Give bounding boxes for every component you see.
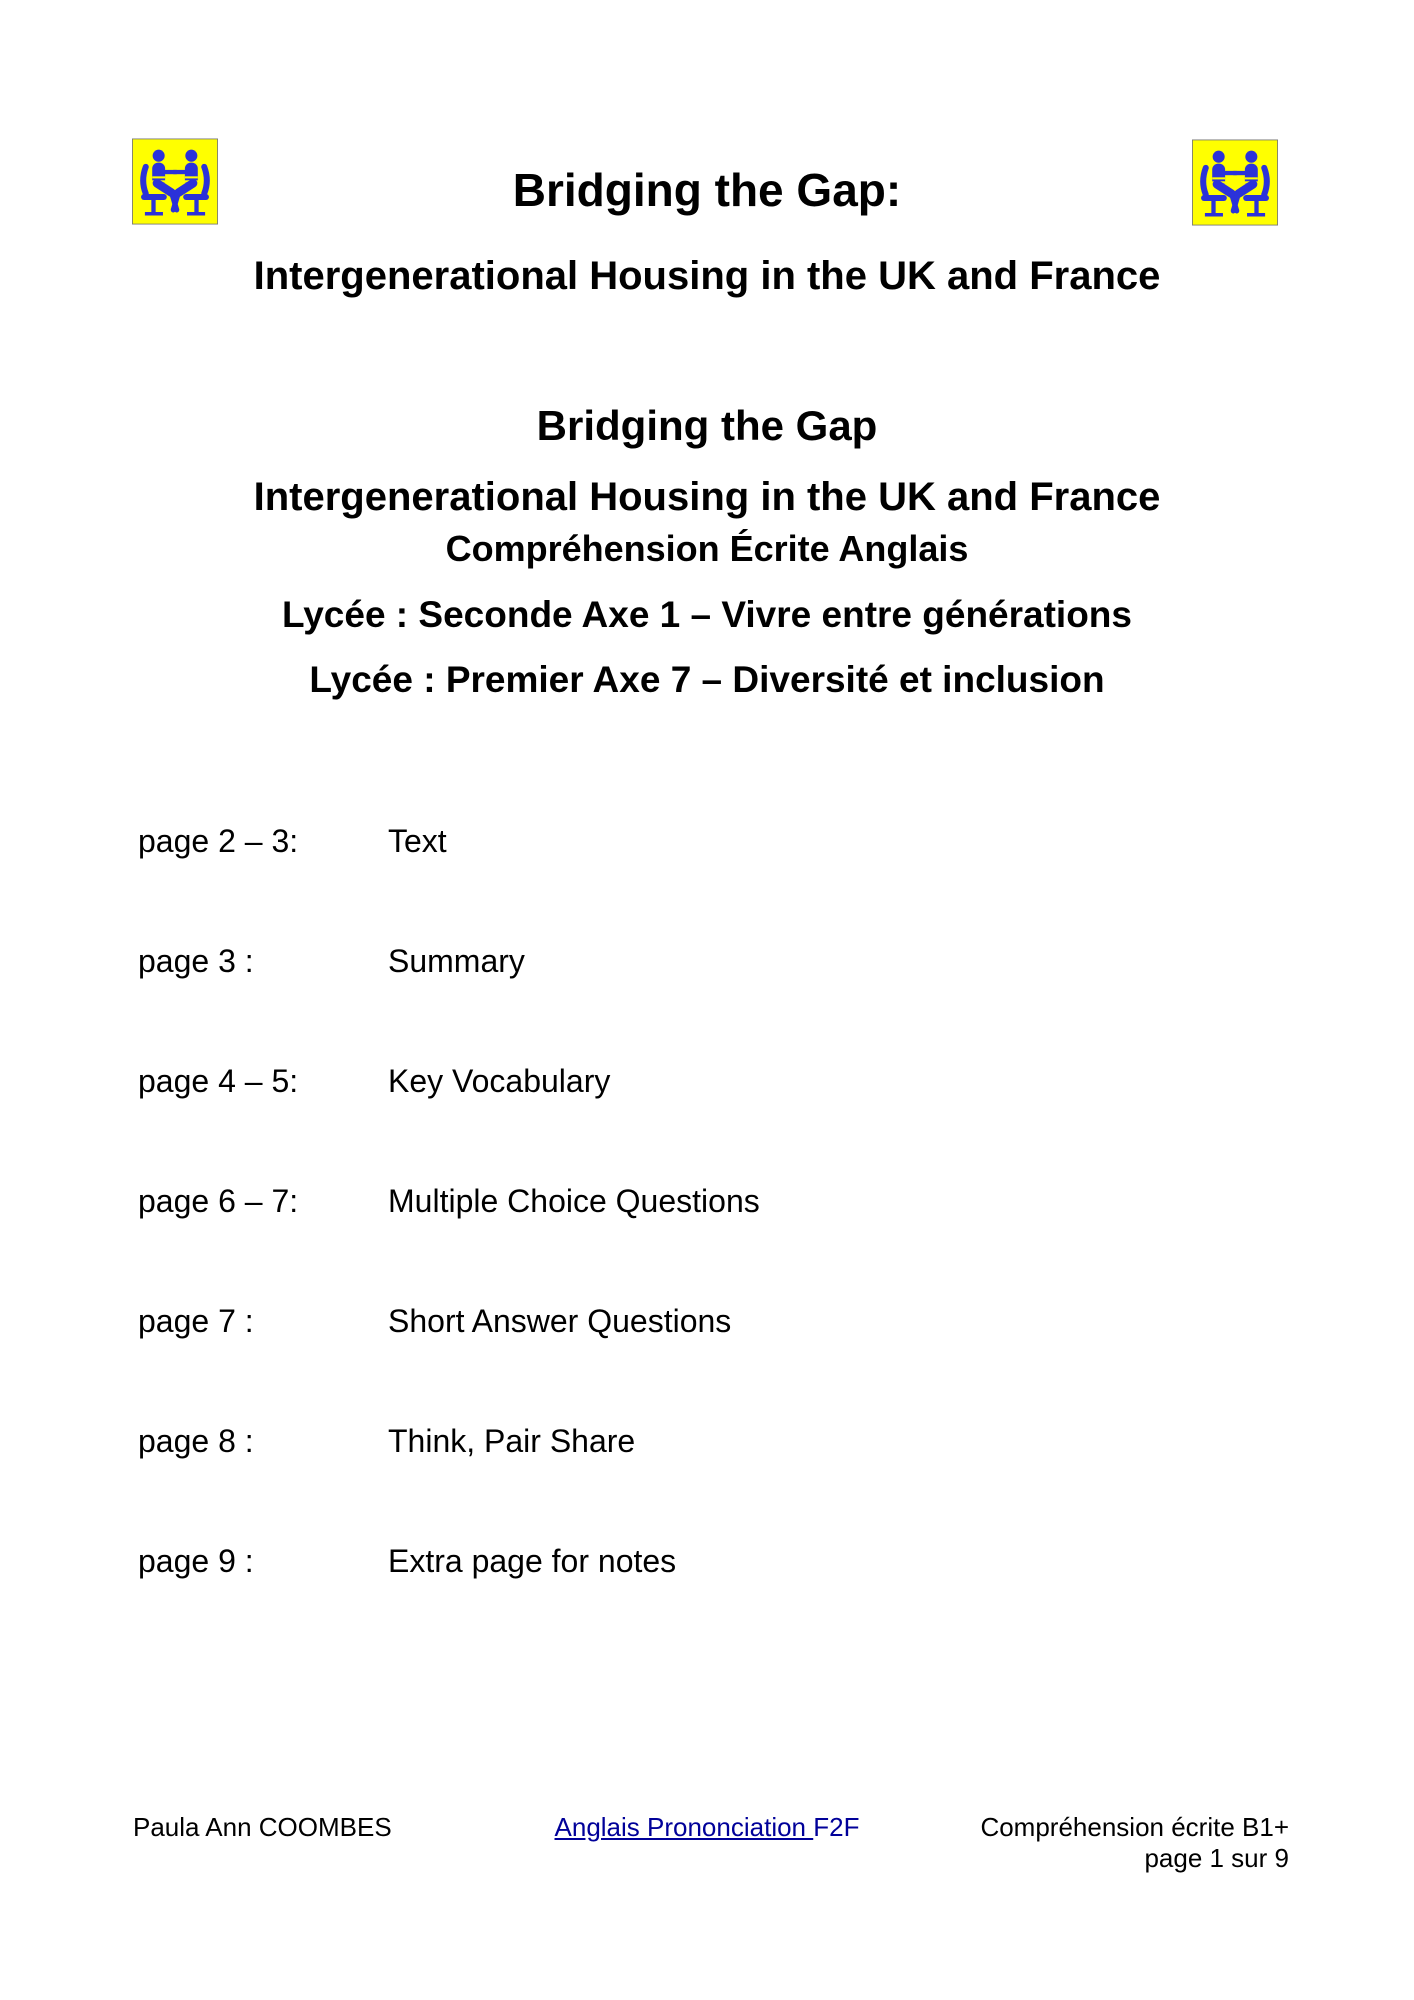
toc-pages: page 7 : bbox=[138, 1303, 254, 1339]
doc-subtitle: Intergenerational Housing in the UK and France bbox=[253, 475, 1161, 519]
toc-entry-title: Short Answer Questions bbox=[388, 1303, 732, 1339]
toc-entry-title: Multiple Choice Questions bbox=[388, 1183, 760, 1219]
footer-level: Compréhension écrite B1+ bbox=[980, 1812, 1289, 1842]
toc-entry-title: Key Vocabulary bbox=[388, 1063, 611, 1099]
doc-title: Bridging the Gap bbox=[536, 402, 878, 449]
page-subtitle: Intergenerational Housing in the UK and France bbox=[253, 254, 1161, 298]
toc-entry-title: Text bbox=[388, 823, 447, 859]
toc-entry-title: Summary bbox=[388, 943, 525, 979]
toc-row bbox=[138, 1420, 760, 1462]
toc-pages: page 6 – 7: bbox=[138, 1183, 299, 1219]
toc-row bbox=[138, 820, 760, 862]
footer-link-text: Anglais Prononciation bbox=[554, 1812, 814, 1842]
toc-pages: page 4 – 5: bbox=[138, 1063, 299, 1099]
footer-link-suffix: F2F bbox=[813, 1812, 860, 1842]
toc-row bbox=[138, 1180, 760, 1222]
toc-row bbox=[138, 1300, 760, 1342]
toc-pages: page 9 : bbox=[138, 1543, 254, 1579]
footer-author: Paula Ann COOMBES bbox=[133, 1812, 392, 1842]
toc-pages: page 3 : bbox=[138, 943, 254, 979]
toc-pages: page 8 : bbox=[138, 1423, 254, 1459]
toc-row bbox=[138, 1060, 760, 1102]
footer-page-number: page 1 sur 9 bbox=[1144, 1843, 1289, 1873]
page-title: Bridging the Gap: bbox=[512, 164, 902, 216]
footer-right bbox=[980, 1812, 1289, 1874]
doc-level-seconde: Lycée : Seconde Axe 1 – Vivre entre générations bbox=[281, 594, 1132, 635]
doc-level-premier: Lycée : Premier Axe 7 – Diversité et inclusion bbox=[309, 659, 1105, 700]
toc-row bbox=[138, 1540, 760, 1582]
toc-entry-title: Extra page for notes bbox=[388, 1543, 677, 1579]
toc-row bbox=[138, 940, 760, 982]
doc-course-label: Compréhension Écrite Anglais bbox=[445, 528, 969, 569]
table-of-contents bbox=[138, 820, 760, 1582]
toc-entry-title: Think, Pair Share bbox=[388, 1423, 636, 1459]
toc-pages: page 2 – 3: bbox=[138, 823, 299, 859]
footer-link[interactable] bbox=[555, 1812, 860, 1842]
